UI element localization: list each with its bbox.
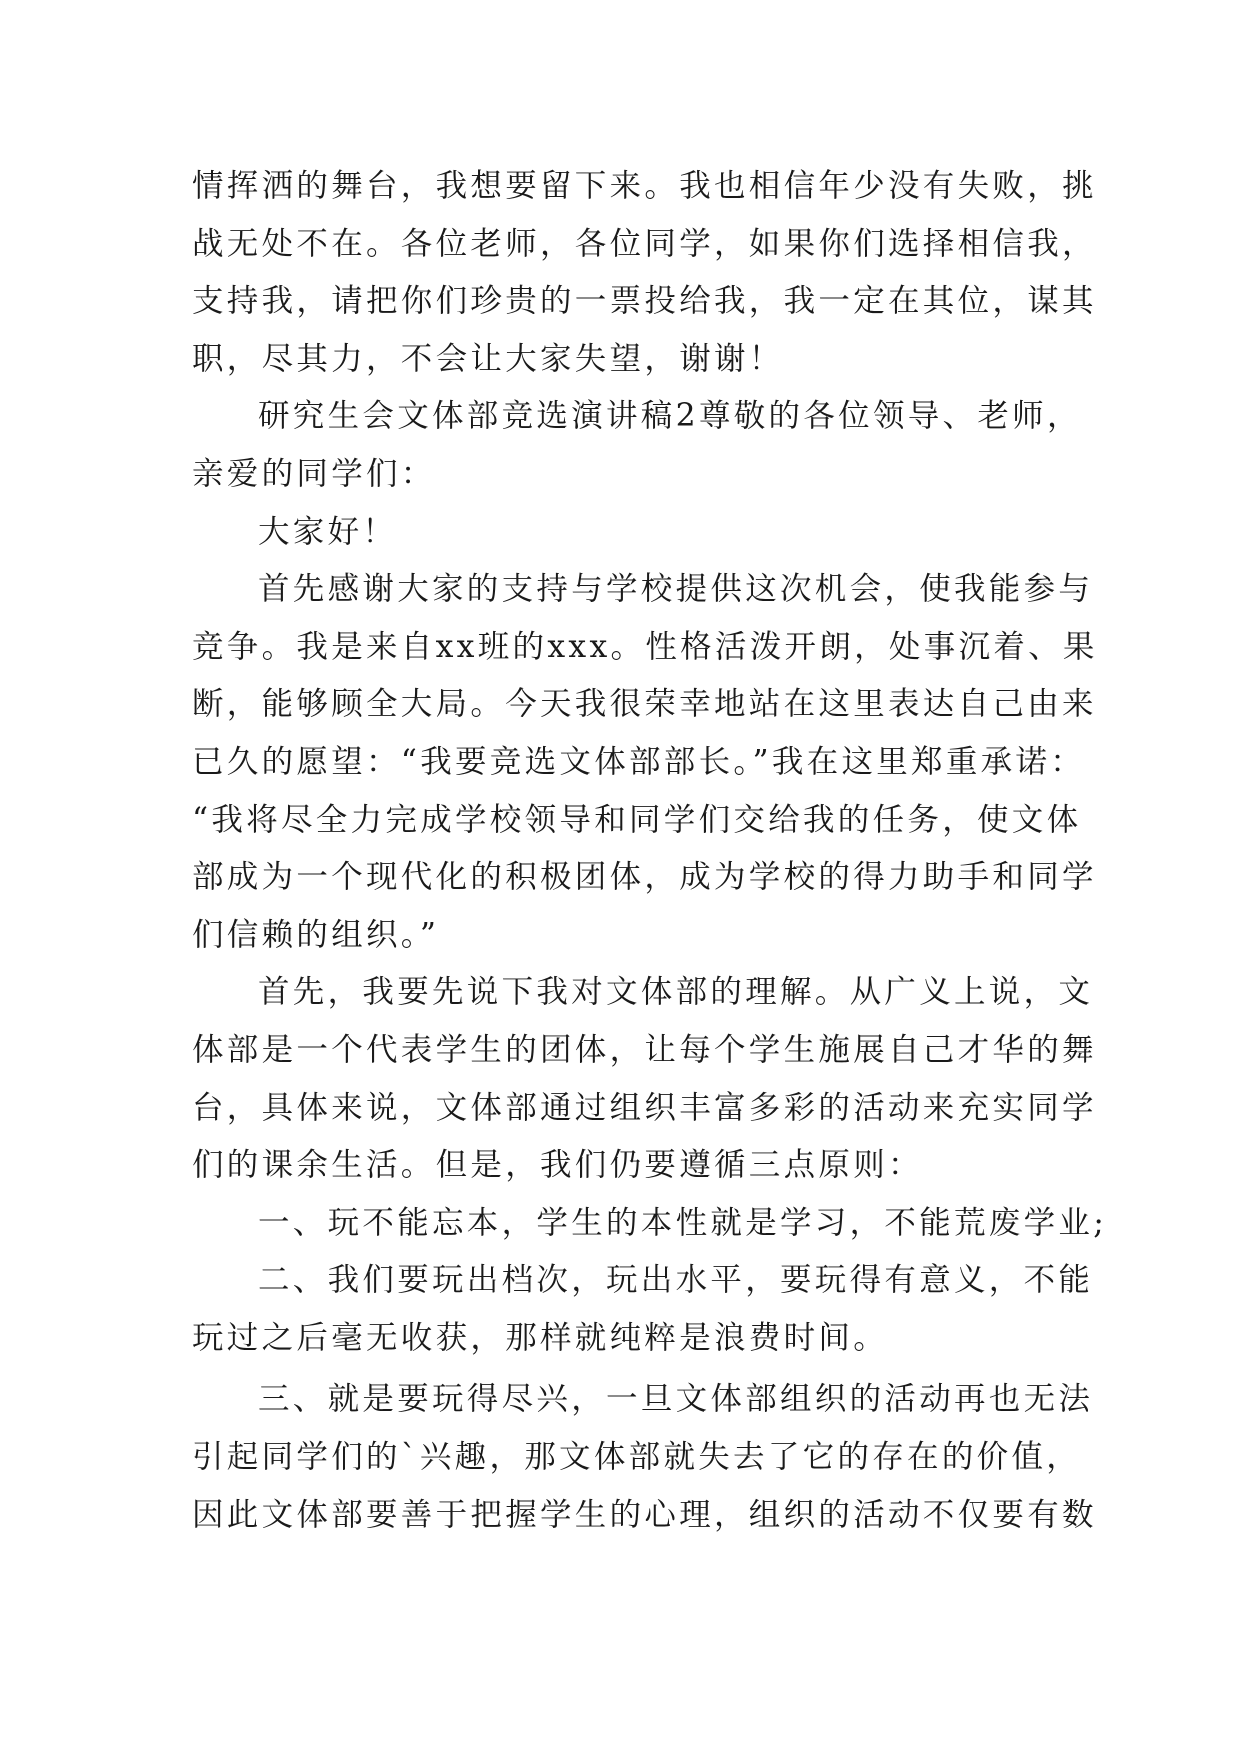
text-line: 亲爱的同学们： bbox=[192, 455, 436, 492]
text-line: 体部是一个代表学生的团体，让每个学生施展自己才华的舞 bbox=[192, 1031, 1097, 1068]
paragraph-start-line: 三、就是要玩得尽兴，一旦文体部组织的活动再也无法 bbox=[258, 1381, 1094, 1418]
text-line: 竞争。我是来自xx班的xxx。性格活泼开朗，处事沉着、果 bbox=[192, 628, 1098, 665]
paragraph-start-line: 首先感谢大家的支持与学校提供这次机会，使我能参与 bbox=[258, 571, 1094, 608]
paragraph-start-line: 首先，我要先说下我对文体部的理解。从广义上说，文 bbox=[258, 974, 1094, 1011]
text-line: 们的课余生活。但是，我们仍要遵循三点原则： bbox=[192, 1147, 923, 1184]
text-line: 职，尽其力，不会让大家失望，谢谢！ bbox=[192, 340, 784, 377]
text-line: 情挥洒的舞台，我想要留下来。我也相信年少没有失败，挑 bbox=[192, 168, 1097, 204]
paragraph-start-line: 大家好！ bbox=[258, 513, 398, 550]
text-line: 台，具体来说，文体部通过组织丰富多彩的活动来充实同学 bbox=[192, 1089, 1097, 1126]
text-line: 引起同学们的`兴趣，那文体部就失去了它的存在的价值， bbox=[192, 1439, 1082, 1476]
text-line: 们信赖的组织。” bbox=[192, 916, 440, 953]
text-line: “我将尽全力完成学校领导和同学们交给我的任务，使文体 bbox=[192, 801, 1082, 838]
paragraph-start-line: 二、我们要玩出档次，玩出水平，要玩得有意义，不能 bbox=[258, 1262, 1094, 1299]
document-body bbox=[192, 158, 1108, 1544]
text-line: 玩过之后毫无收获，那样就纯粹是浪费时间。 bbox=[192, 1319, 889, 1356]
text-line: 部成为一个现代化的积极团体，成为学校的得力助手和同学 bbox=[192, 859, 1097, 896]
text-line: 支持我，请把你们珍贵的一票投给我，我一定在其位，谋其 bbox=[192, 283, 1097, 320]
paragraph-start-line: 一、玩不能忘本，学生的本性就是学习，不能荒废学业; bbox=[258, 1204, 1108, 1241]
text-line: 断，能够顾全大局。今天我很荣幸地站在这里表达自己由来 bbox=[192, 686, 1097, 723]
paragraph-start-line: 研究生会文体部竞选演讲稿2尊敬的各位领导、老师， bbox=[258, 398, 1082, 435]
text-line: 战无处不在。各位老师，各位同学，如果你们选择相信我， bbox=[192, 225, 1097, 262]
text-line: 已久的愿望：“我要竞选文体部部长。”我在这里郑重承诺： bbox=[192, 743, 1086, 780]
text-line: 因此文体部要善于把握学生的心理，组织的活动不仅要有数 bbox=[192, 1496, 1097, 1533]
